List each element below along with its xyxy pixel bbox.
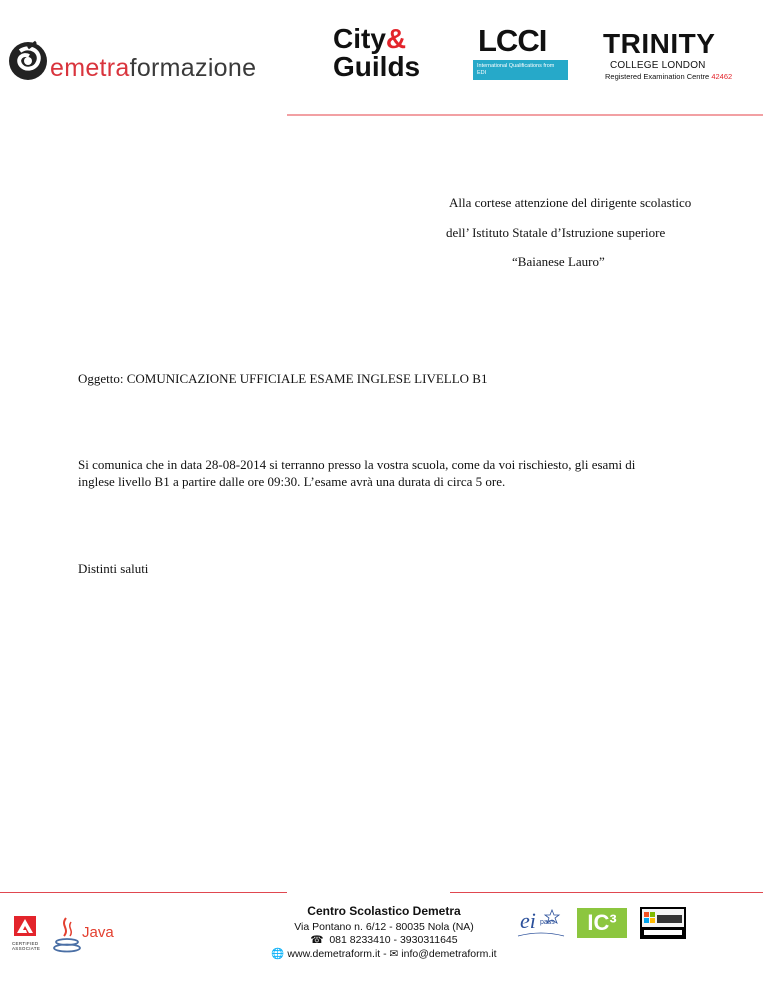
demetra-brand-grey: formazione: [129, 54, 257, 82]
trinity-reg-number: 42462: [711, 72, 733, 81]
mail-icon: ✉: [389, 948, 399, 960]
subject-line: Oggetto: COMUNICAZIONE UFFICIALE ESAME INGLESE LIVELLO B1: [78, 371, 488, 386]
address-line-2: dell’ Istituto Statale d’Istruzione superiore: [446, 225, 666, 240]
footer-separator: -: [380, 948, 390, 960]
closing: Distinti saluti: [78, 561, 149, 576]
guilds-word: Guilds: [333, 51, 421, 82]
ic3-logo: IC³: [577, 908, 627, 938]
footer-divider-left: [0, 892, 287, 893]
footer-email: info@demetraform.it: [401, 948, 497, 960]
body-line-1: Si comunica che in data 28-08-2014 si terranno presso la vostra scuola, come da voi rischiesto, gli esami di: [78, 457, 636, 472]
adobe-caption: CERTIFIED ASSOCIATE: [12, 941, 41, 951]
globe-icon: 🌐: [271, 948, 285, 960]
address-line-1: Alla cortese attenzione del dirigente scolastico: [449, 195, 692, 210]
footer-contact-row: [0, 947, 768, 960]
body-line-2: inglese livello B1 a partire dalle ore 09:30. L’esame avrà una durata di circa 5 ore.: [78, 474, 506, 489]
footer-web: www.demetraform.it: [287, 948, 381, 960]
trinity-registered-centre: [605, 72, 732, 81]
city-amp: &: [385, 23, 407, 54]
header-divider: [287, 114, 763, 116]
address-line-3: “Baianese Lauro”: [512, 254, 605, 269]
phone-icon: ☎: [310, 934, 324, 946]
footer-divider-right: [450, 892, 763, 893]
city-word: City: [333, 23, 386, 54]
footer-phone: 081 8233410 - 3930311645: [329, 934, 458, 946]
lcci-logo-caption: International Qualifications from EDI: [473, 60, 568, 80]
svg-text:pass: pass: [540, 919, 555, 926]
trinity-reg-label: Registered Examination Centre: [605, 72, 710, 81]
city-guilds-logo: [333, 25, 420, 81]
footer-address: Via Pontano n. 6/12 - 80035 Nola (NA): [294, 921, 474, 933]
trinity-logo-word: TRINITY: [603, 28, 716, 59]
eipass-logo: [516, 906, 566, 942]
java-label: Java: [82, 924, 114, 941]
lcci-logo-word: LCCI: [478, 23, 547, 58]
trinity-logo-subtitle: COLLEGE LONDON: [610, 60, 706, 71]
demetra-logo-text: [50, 54, 256, 83]
footer-title: Centro Scolastico Demetra: [307, 904, 461, 918]
demetra-logo-mark: [8, 38, 48, 84]
microsoft-office-specialist-logo: [640, 907, 686, 939]
svg-text:ei: ei: [520, 908, 536, 933]
demetra-brand-red: emetra: [50, 54, 130, 82]
